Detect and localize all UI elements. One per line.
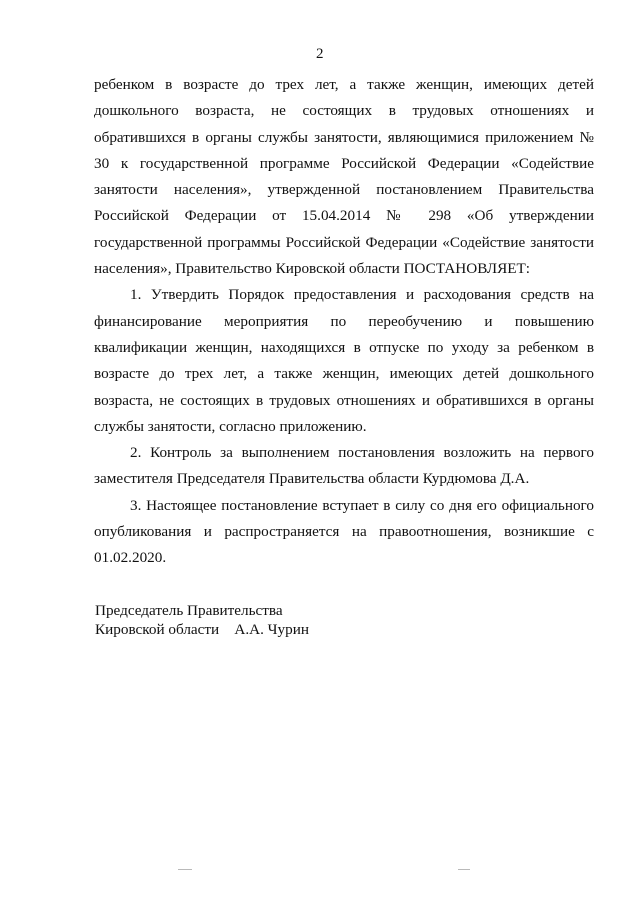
document-body <box>94 72 594 572</box>
paragraph-continuation: ребенком в возрасте до трех лет, а также женщин, имеющих детей дошкольного возраста, не состоящих в трудовых отношениях и обратившихся в органы службы занятости, являющимися приложением № 30 к государственной программе Российской Федерации «Содействие занятости населения», утвержденной постановлением Правительства Российской Федерации от 15.04.2014 № 298 «Об утверждении государственной программы Российской Федерации «Содействие занятости населения», Правительство Кировской области ПОСТАНОВЛЯЕТ: <box>94 76 594 278</box>
scan-speck <box>178 869 192 870</box>
signature-title-line-2: Кировской области А.А. Чурин <box>95 621 309 638</box>
page-number: 2 <box>316 46 324 62</box>
scan-speck <box>458 869 470 870</box>
paragraph-item-3: 3. Настоящее постановление вступает в силу со дня его официального опубликования и распространяется на правоотношения, возникшие с 01.02.2020. <box>94 496 594 567</box>
signature-block <box>95 601 309 639</box>
signature-title-line-1: Председатель Правительства <box>95 602 283 619</box>
paragraph-item-1: 1. Утвердить Порядок предоставления и расходования средств на финансирование мероприятия по переобучению и повышению квалификации женщин, находящихся в отпуске по уходу за ребенком в возрасте до трех лет, а также женщин, имеющих детей дошкольного возраста, не состоящих в трудовых отношениях и обратившихся в органы службы занятости, согласно приложению. <box>94 286 594 435</box>
paragraph-item-2: 2. Контроль за выполнением постановления возложить на первого заместителя Председателя Правительства области Курдюмова Д.А. <box>94 444 594 488</box>
